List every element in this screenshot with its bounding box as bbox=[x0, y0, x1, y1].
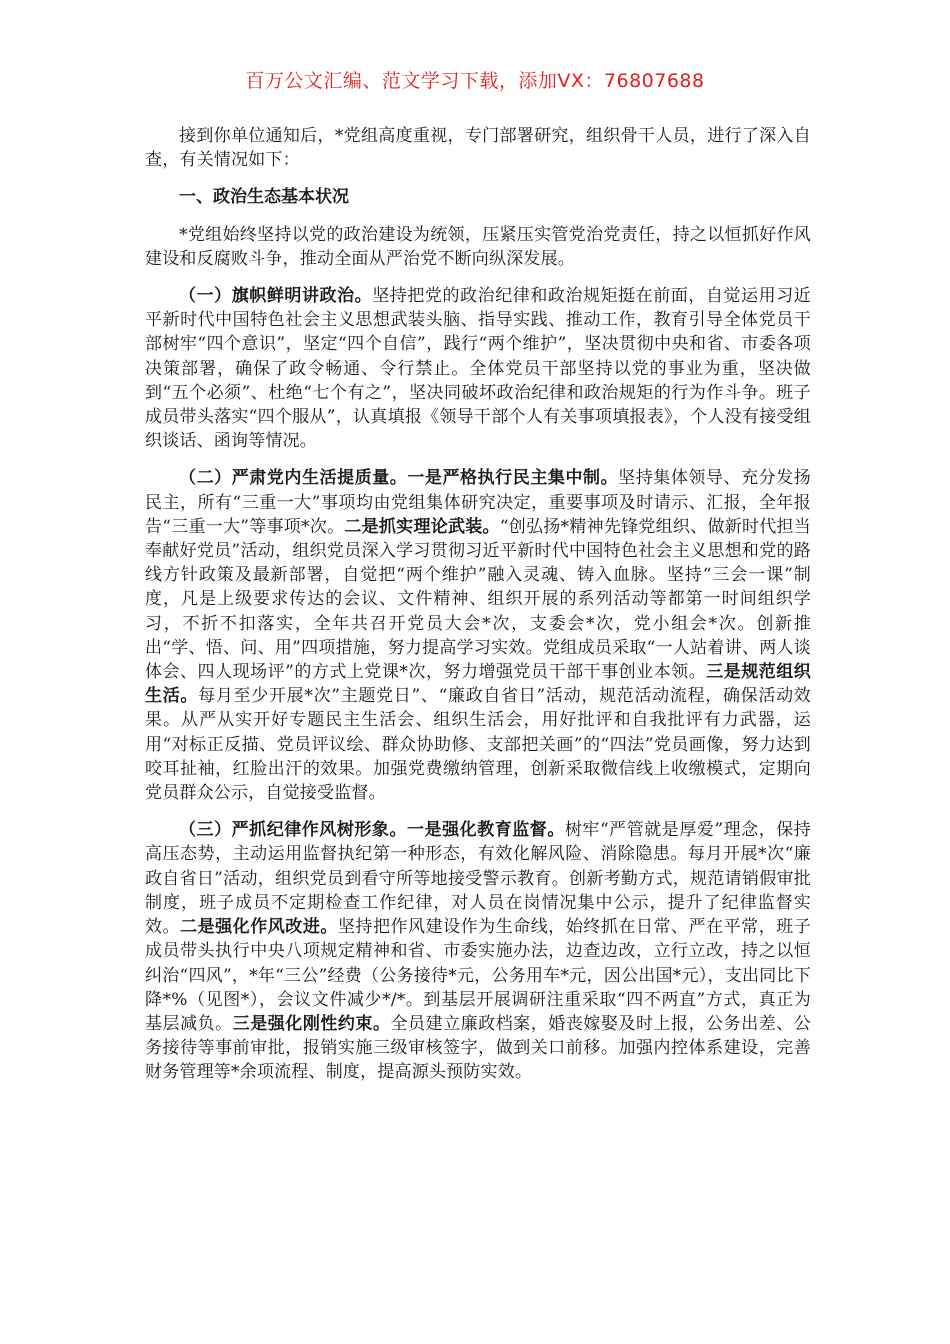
section-1-title: 一、政治生态基本状况 bbox=[179, 187, 349, 208]
subsection-2-point-1-body: 坚持集体领导、充分发扬民主，所有“三重一大”事项均由党组集体研究决定，重要事项及时请示、汇报，全年报告“三重一大”等事项*次。 bbox=[145, 468, 812, 537]
subsection-3 bbox=[145, 818, 811, 1084]
subsection-2-point-2-title: 二是抓实理论武装。 bbox=[344, 516, 500, 537]
subsection-1-title: （一）旗帜鲜明讲政治。 bbox=[179, 286, 373, 307]
subsection-2-title: （二）严肃党内生活提质量。 bbox=[179, 468, 408, 489]
subsection-3-point-3-title: 三是强化刚性约束。 bbox=[232, 1013, 391, 1034]
subsection-1-body: 坚持把党的政治纪律和政治规矩挺在前面，自觉运用习近平新时代中国特色社会主义思想武装头脑、指导实践、推动工作，教育引导全体党员干部树牢“四个意识”，坚定“四个自信”，践行“两个维护”，坚决贯彻中央和省、市委各项决策部署，确保了政令畅通、令行禁止。全体党员干部坚持以党的事业为重，坚决做到“五个必须”、杜绝“七个有之”，坚决同破坏政治纪律和政治规矩的行为作斗争。班子成员带头落实“四个服从”，认真填报《领导干部个人有关事项填报表》，个人没有接受组织谈话、函询等情况。 bbox=[145, 286, 812, 452]
subsection-2-point-2-body: “创弘扬*精神先锋党组织、做新时代担当奉献好党员”活动，组织党员深入学习贯彻习近平新时代中国特色社会主义思想和党的路线方针政策及最新部署，自觉把“两个维护”融入灵魂、铸入血脉。坚持“三会一课”制度，凡是上级要求传达的会议、文件精神、组织开展的系列活动等都第一时间组织学习，不折不扣落实，全年共召开党员大会*次，支委会*次，党小组会*次。创新推出“学、悟、问、用”四项措施，努力提高学习实效。党组成员采取“一人站着讲、两人谈体会、四人现场评”的方式上党课*次，努力增强党员干部干事创业本领。 bbox=[145, 516, 812, 683]
subsection-3-point-2-title: 二是强化作风改进。 bbox=[180, 917, 338, 938]
subsection-2-point-1-title: 一是严格执行民主集中制。 bbox=[407, 468, 619, 489]
intro-paragraph: 接到你单位通知后，*党组高度重视，专门部署研究，组织骨干人员，进行了深入自查，有关情况如下： bbox=[145, 126, 811, 171]
subsection-1 bbox=[145, 284, 811, 453]
subsection-2-point-3-title: 三是规范组织生活。 bbox=[145, 662, 811, 707]
subsection-2-point-3-body: 每月至少开展*次”主题党日”、“廉政自省日”活动，规范活动流程，确保活动效果。从严从实开好专题民主生活会、组织生活会，用好批评和自我批评有力武器，运用“对标正反描、党员评议绘、群众协助修、支部把关画”的“四法”党员画像，努力达到咬耳扯袖，红脸出汗的效果。加强党费缴纳管理，创新采取微信线上收缴模式，定期向党员群众公示，自觉接受监督。 bbox=[145, 686, 811, 804]
document-body bbox=[145, 124, 811, 1085]
subsection-3-point-1-title: 一是强化教育监督。 bbox=[407, 820, 565, 841]
subsection-3-point-1-body: 树牢“严管就是厚爱”理念，保持高压态势，主动运用监督执纪第一种形态，有效化解风险、消除隐患。每月开展*次“廉政自省日”活动，组织党员到看守所等地接受警示教育。创新考勤方式，规范请销假审批制度，班子成员不定期检查工作纪律，对人员在岗情况集中公示，提升了纪律监督实效。 bbox=[145, 820, 811, 938]
subsection-2 bbox=[145, 466, 811, 805]
subsection-3-title: （三）严抓纪律作风树形象。 bbox=[179, 820, 408, 841]
subsection-3-point-3-body: 全员建立廉政档案，婚丧嫁娶及时上报，公务出差、公务接待等事前审批，报销实施三级审核签字，做到关口前移。加强内控体系建设，完善财务管理等*余项流程、制度，提高源头预防实效。 bbox=[145, 1013, 811, 1083]
section-1-intro: *党组始终坚持以党的政治建设为统领，压紧压实管党治党责任，持之以恒抓好作风建设和反腐败斗争，推动全面从严治党不断向纵深发展。 bbox=[145, 224, 811, 269]
subsection-3-point-2-body: 坚持把作风建设作为生命线，始终抓在日常、严在平常，班子成员带头执行中央八项规定精神和省、市委实施办法，边查边改，立行立改，持之以恒纠治“四风”，*年“三公”经费（公务接待*元，公务用车*元，因公出国*元），支出同比下降*%（见图*），会议文件减少*/*。到基层开展调研注重采取“四不两直”方式，真正为基层减负。 bbox=[145, 917, 811, 1034]
page-header-watermark: 百万公文汇编、范文学习下载，添加VX：76807688 bbox=[245, 70, 705, 92]
